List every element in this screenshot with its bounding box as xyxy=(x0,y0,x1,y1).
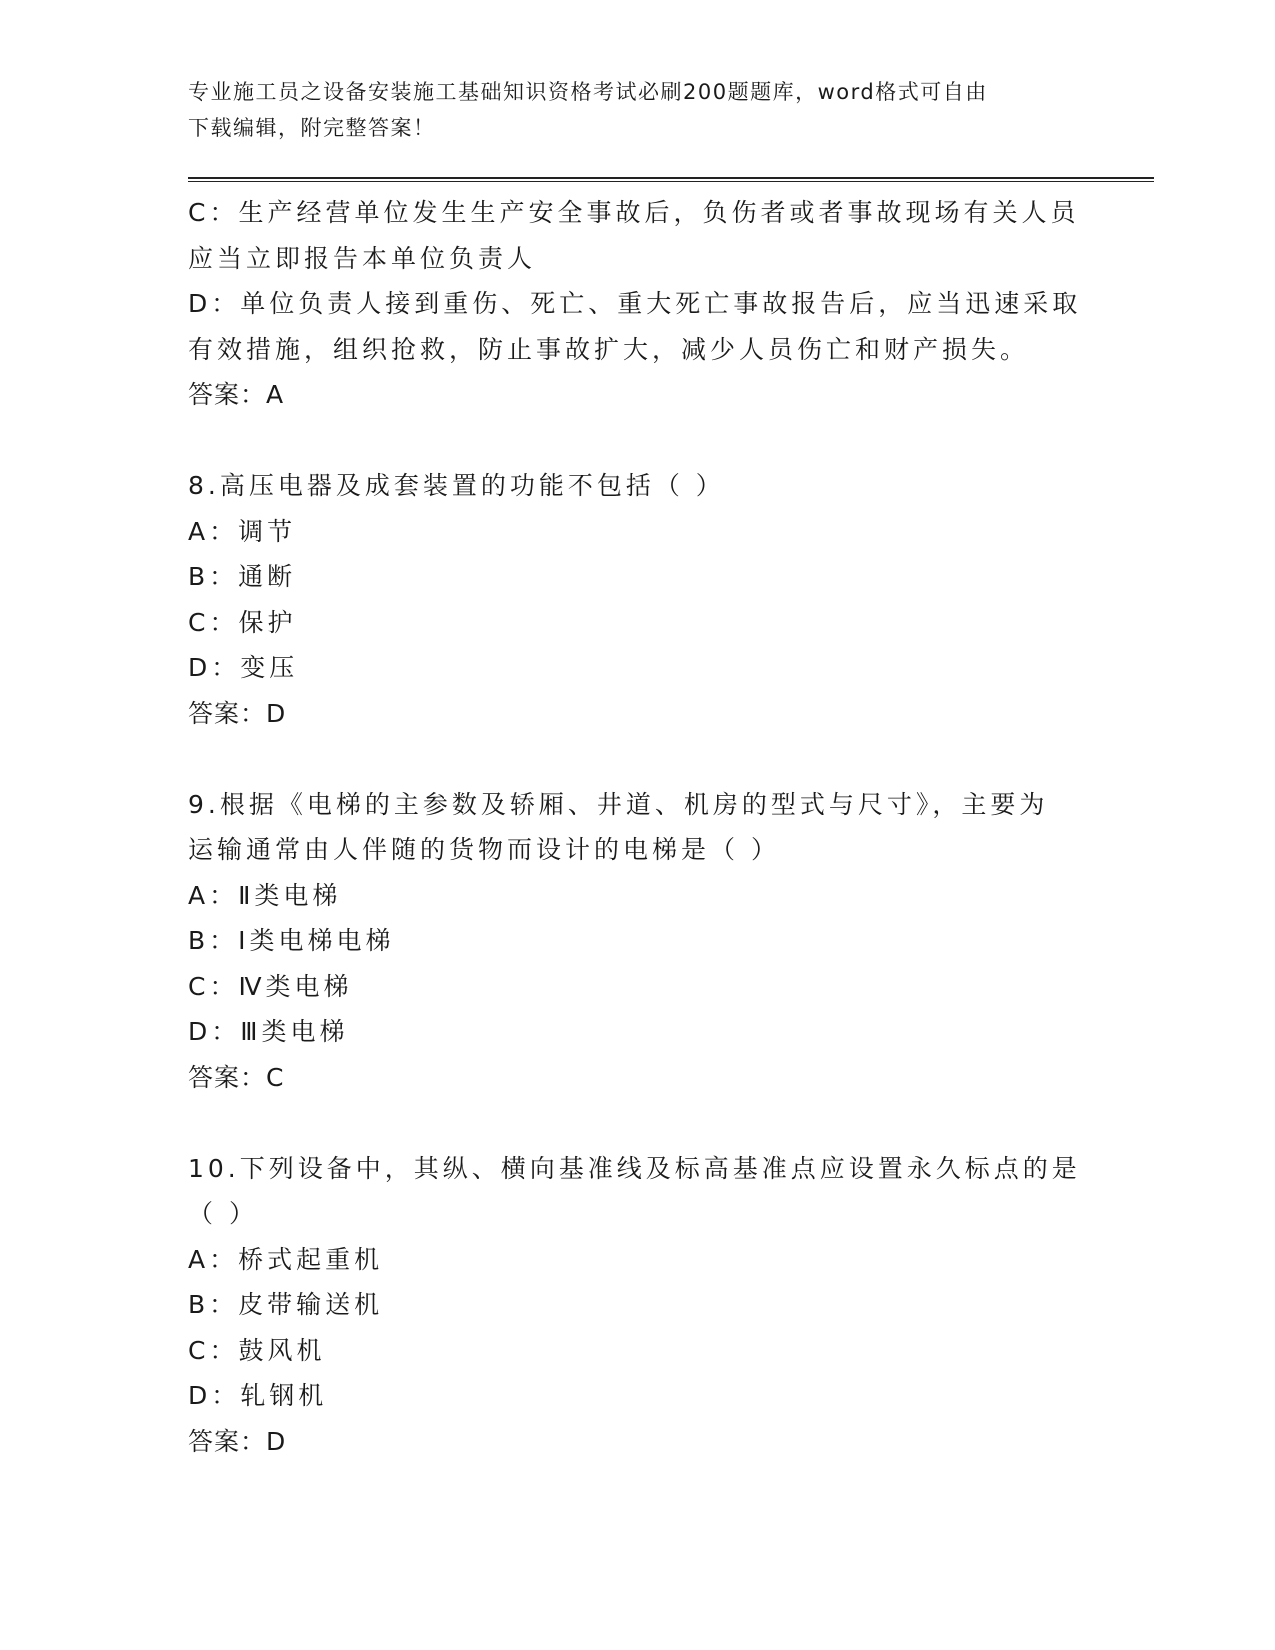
option-d: D：变压 xyxy=(188,653,299,682)
question-stem-line-1: 9.根据《电梯的主参数及轿厢、井道、机房的型式与尺寸》，主要为 xyxy=(188,789,1049,819)
option-a: A：Ⅱ类电梯 xyxy=(188,880,342,910)
option-a: A：调节 xyxy=(188,516,297,546)
header-line-1: 专业施工员之设备安装施工基础知识资格考试必刷200题题库，word格式可自由 xyxy=(188,80,988,104)
spacer xyxy=(188,736,1088,782)
question-10 xyxy=(188,1146,1088,1465)
answer: 答案：D xyxy=(188,1426,287,1456)
question-8 xyxy=(188,463,1088,736)
answer: 答案：D xyxy=(188,698,287,728)
header-line-2: 下载编辑，附完整答案！ xyxy=(188,116,436,140)
option-c: C：鼓风机 xyxy=(188,1335,326,1365)
question-9 xyxy=(188,782,1088,1101)
spacer xyxy=(188,418,1088,464)
option-d: D：Ⅲ类电梯 xyxy=(188,1017,349,1046)
spacer xyxy=(188,1100,1088,1146)
question-stem-line-1: 10.下列设备中，其纵、横向基准线及标高基准点应设置永久标点的是 xyxy=(188,1153,1081,1183)
option-c: C：Ⅳ类电梯 xyxy=(188,971,353,1001)
option-a: A：桥式起重机 xyxy=(188,1244,384,1274)
option-c: C：保护 xyxy=(188,607,297,637)
option-d: D：轧钢机 xyxy=(188,1381,328,1410)
answer: 答案：A xyxy=(188,380,285,409)
answer: 答案：C xyxy=(188,1062,285,1092)
question-stem: 8.高压电器及成套装置的功能不包括（ ） xyxy=(188,471,725,500)
option-b: B：皮带输送机 xyxy=(188,1290,384,1319)
option-d-line-1: D：单位负责人接到重伤、死亡、重大死亡事故报告后，应当迅速采取 xyxy=(188,289,1082,318)
option-b: B：Ⅰ类电梯电梯 xyxy=(188,926,395,955)
question-content xyxy=(188,190,1088,1464)
option-b: B：通断 xyxy=(188,562,297,591)
header-divider xyxy=(188,177,1154,182)
question-stem-line-2: 运输通常由人伴随的货物而设计的电梯是（ ） xyxy=(188,835,780,864)
prev-question-options xyxy=(188,190,1088,418)
option-c-line-1: C：生产经营单位发生生产安全事故后，负伤者或者事故现场有关人员 xyxy=(188,198,1080,227)
question-stem-line-2: （ ） xyxy=(188,1199,258,1228)
document-header xyxy=(188,74,1068,146)
option-c-line-2: 应当立即报告本单位负责人 xyxy=(188,243,537,273)
option-d-line-2: 有效措施，组织抢救，防止事故扩大，减少人员伤亡和财产损失。 xyxy=(188,334,1030,364)
